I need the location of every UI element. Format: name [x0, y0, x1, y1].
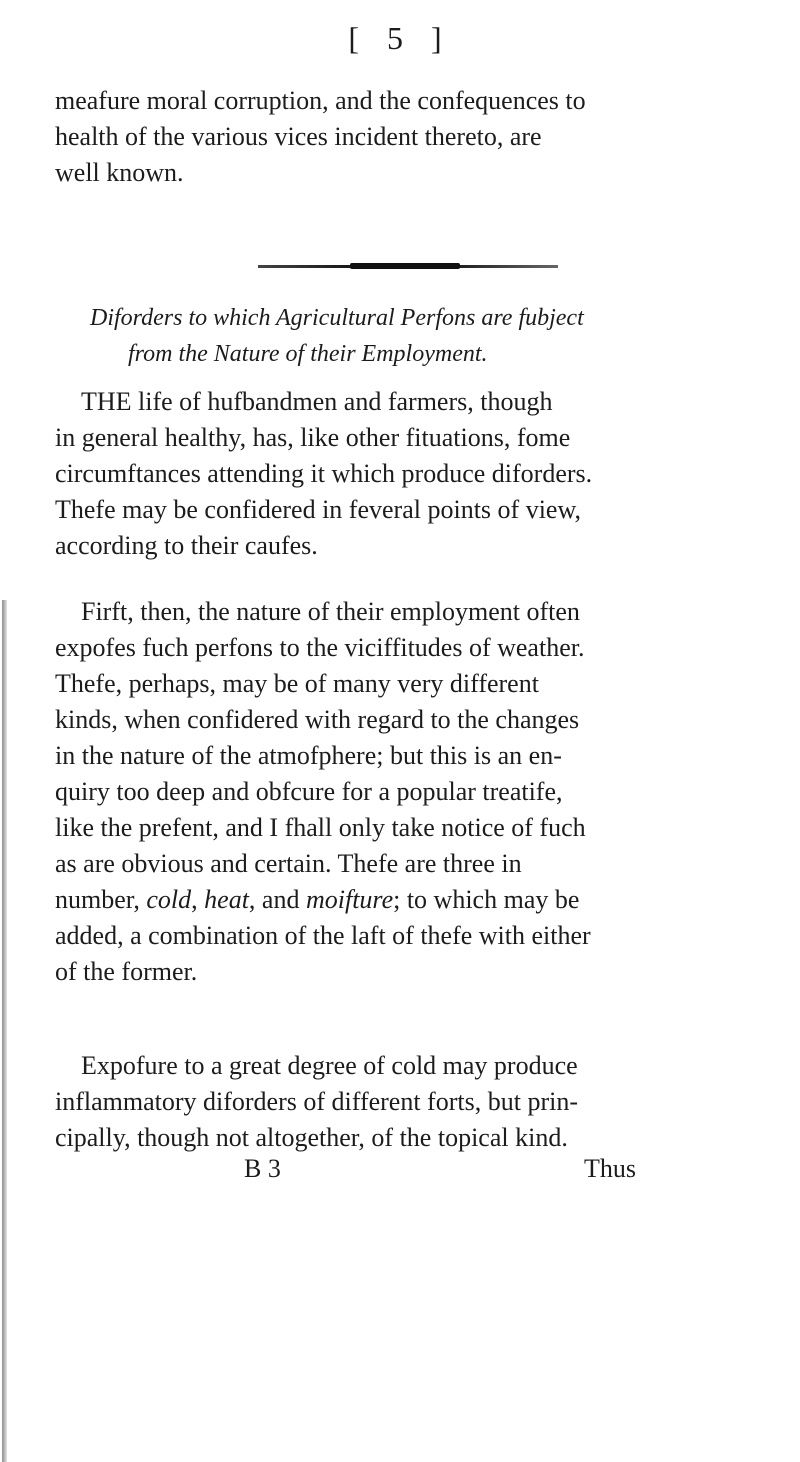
text-fragment: , [191, 885, 205, 914]
text-line: health of the various vices incident thereto, are [55, 122, 542, 151]
text-line: Firft, then, the nature of their employment often [81, 597, 580, 626]
text-line: inflammatory diforders of different forts, but prin- [55, 1087, 578, 1116]
text-fragment: ; to which may be [393, 885, 580, 914]
text-line: according to their caufes. [55, 531, 318, 560]
heading-line: Diforders to which Agricultural Perfons are fubject [90, 305, 584, 331]
heading-line: from the Nature of their Employment. [128, 341, 488, 367]
text-line: expofes fuch perfons to the viciffitudes of weather. [55, 633, 585, 662]
text-fragment: number, [55, 885, 147, 914]
text-line: Expofure to a great degree of cold may produce [81, 1051, 578, 1080]
italic-word-moisture: moifture [305, 885, 394, 914]
text-line: circumftances attending it which produce diforders. [55, 459, 593, 488]
section-divider-rule-center [350, 263, 460, 269]
signature-mark: B 3 [244, 1154, 281, 1183]
text-line: cipally, though not altogether, of the topical kind. [55, 1123, 568, 1152]
section-heading [90, 300, 730, 372]
text-line: Thefe, perhaps, may be of many very different [55, 669, 539, 698]
paragraph-cold [55, 1048, 675, 1156]
page-number: [ 5 ] [348, 20, 452, 56]
text-line: as are obvious and certain. Thefe are three in [55, 849, 522, 878]
text-line: of the former. [55, 957, 198, 986]
paragraph-hufbandmen [55, 384, 675, 564]
text-line: like the prefent, and I fhall only take notice of fuch [55, 813, 586, 842]
text-line: added, a combination of the laft of thefe with either [55, 921, 591, 950]
paragraph-weather [55, 594, 675, 990]
text-fragment: , and [248, 885, 306, 914]
text-line: quiry too deep and obfcure for a popular treatife, [55, 777, 563, 806]
page-binding-shadow [2, 600, 7, 1462]
text-line: well known. [55, 158, 184, 187]
opening-paragraph [55, 83, 675, 191]
italic-word-heat: heat [204, 885, 249, 914]
text-line: in the nature of the atmofphere; but this is an en- [55, 741, 562, 770]
text-line: meafure moral corruption, and the confequences to [55, 86, 586, 115]
catchword: Thus [584, 1154, 636, 1183]
text-line: THE life of hufbandmen and farmers, though [81, 387, 553, 416]
text-line-number [55, 882, 675, 918]
text-line: Thefe may be confidered in feveral points of view, [55, 495, 582, 524]
italic-word-cold: cold [146, 885, 192, 914]
text-line: in general healthy, has, like other fituations, fome [55, 423, 571, 452]
text-line: kinds, when confidered with regard to the changes [55, 705, 580, 734]
